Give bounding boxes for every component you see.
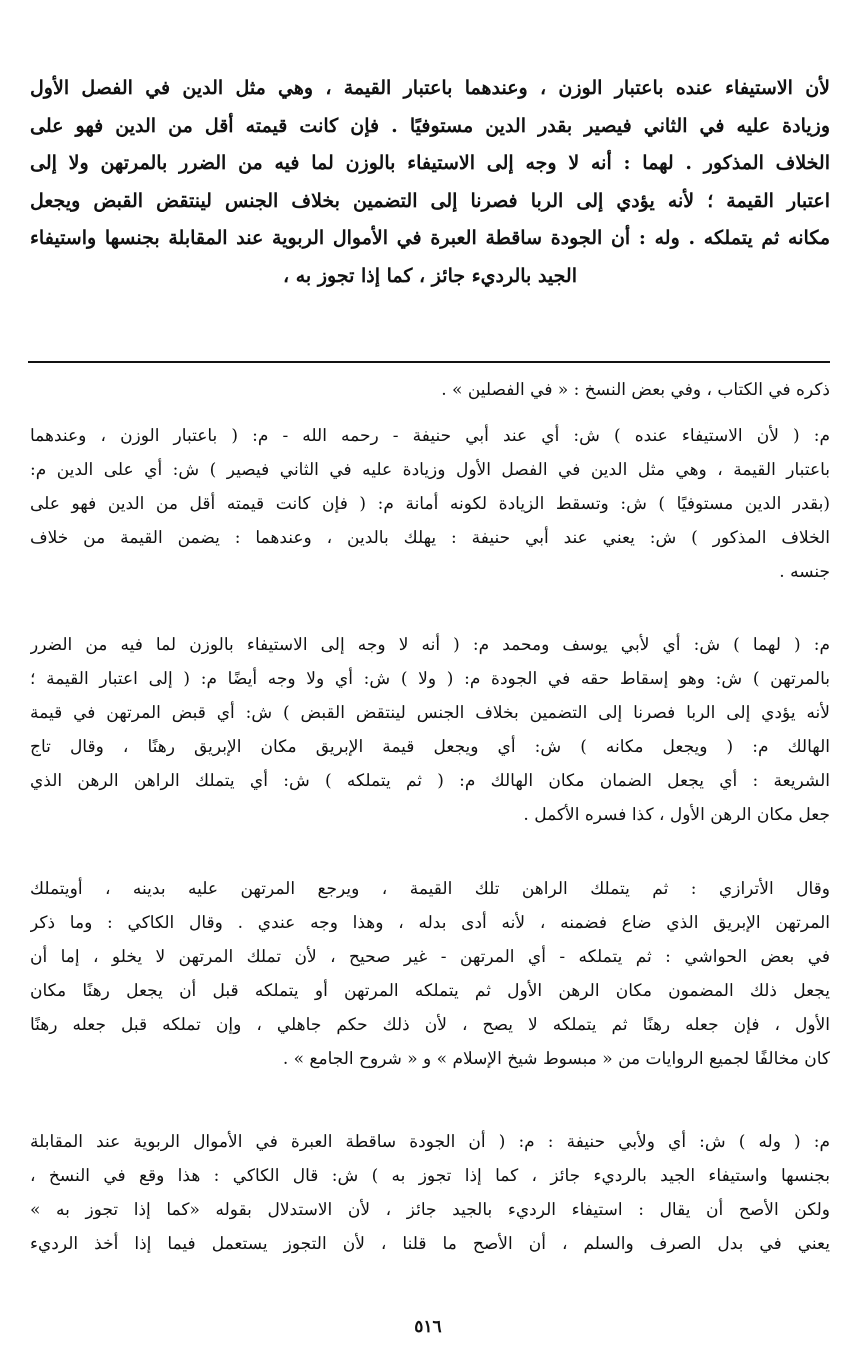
commentary-line: بجنسها واستيفاء الجيد بالرديء جائز ، كما إذا تجوز به ) ش: قال الكاكي : هذا وقع في النسخ ، <box>30 1166 830 1186</box>
commentary-line: كان مخالفًا لجميع الروايات من « مبسوط شيخ الإسلام » و « شروح الجامع » . <box>282 1049 830 1069</box>
commentary-line: جعل مكان الرهن الأول ، كذا فسره الأكمل . <box>523 805 830 825</box>
main-text-line: الجيد بالرديء جائز ، كما إذا تجوز به ، <box>283 264 577 287</box>
commentary-line: (بقدر الدين مستوفيًا ) ش: وتسقط الزيادة لكونه أمانة م: ( فإن كانت قيمته أقل من الدين فهو على <box>30 494 830 514</box>
commentary-line: المرتهن الإبريق الذي ضاع فضمنه ، لأنه أدى بدله ، وهذا وجه عندي . وقال الكاكي : وما ذكر <box>30 913 830 933</box>
main-text-line: لأن الاستيفاء عنده باعتبار الوزن ، وعندهما باعتبار القيمة ، وهي مثل الدين في الفصل الأول <box>30 77 830 99</box>
commentary-paragraph <box>30 1125 830 1261</box>
commentary-line: لأنه يؤدي إلى الربا فصرنا إلى التضمين بخلاف الجنس لينتقض القبض ) ش: أي قبض المرتهن في قيمة <box>30 703 830 723</box>
commentary-paragraph <box>30 628 830 832</box>
separator-rule <box>28 361 830 363</box>
commentary-line: الهالك م: ( ويجعل مكانه ) ش: أي ويجعل قيمة الإبريق مكان الإبريق رهنًا ، وقال تاج <box>30 737 830 757</box>
commentary-line: جنسه . <box>779 562 830 582</box>
main-text <box>30 70 830 295</box>
commentary-line: يجعل ذلك المضمون مكان الرهن الأول ثم يتملكه المرتهن أو يتملكه قبل أن يجعل رهنًا مكان <box>30 981 830 1001</box>
main-text-line: الخلاف المذكور . لهما : أنه لا وجه إلى الاستيفاء بالوزن لما فيه من الضرر بالمرتهن ولا إلى <box>30 152 830 174</box>
commentary-paragraph <box>30 419 830 589</box>
commentary-line: م: ( وله ) ش: أي ولأبي حنيفة : م: ( أن الجودة ساقطة العبرة في الأموال الربوية عند المقابلة <box>30 1132 830 1152</box>
commentary-line: ذكره في الكتاب ، وفي بعض النسخ : « في الفصلين » . <box>441 380 830 400</box>
main-text-line: مكانه ثم يتملكه . وله : أن الجودة ساقطة العبرة في الأموال الربوية عند المقابلة بجنسها واستيفاء <box>30 227 830 249</box>
commentary-line: وقال الأترازي : ثم يتملك الراهن تلك القيمة ، ويرجع المرتهن عليه بدينه ، أويتملك <box>30 879 830 899</box>
commentary-paragraph <box>30 373 830 407</box>
commentary-line: بالمرتهن ) ش: وهو إسقاط حقه في الجودة م: ( ولا ) ش: أي ولا وجه أيضًا م: ( إلى اعتبار القيمة ؛ <box>30 669 830 689</box>
main-text-line: وزيادة عليه في الثاني فيصير بقدر الدين مستوفيًا . فإن كانت قيمته أقل من الدين فهو على <box>30 114 830 137</box>
commentary-line: يعني في بدل الصرف والسلم ، أن الأصح ما قلنا ، لأن التجوز يستعمل فيما إذا أخذ الرديء <box>30 1234 830 1254</box>
commentary-line: م: ( لهما ) ش: أي لأبي يوسف ومحمد م: ( أنه لا وجه إلى الاستيفاء بالوزن لما فيه من الضرر <box>30 635 830 655</box>
commentary-line: الأول ، فإن جعله رهنًا ثم يتملكه لا يصح ، لأن ذلك حكم جاهلي ، وإن تملكه قبل جعله رهنًا <box>30 1015 830 1035</box>
commentary-line: الشريعة : أي يجعل الضمان مكان الهالك م: ( ثم يتملكه ) ش: أي يتملك الراهن الرهن الذي <box>30 771 830 791</box>
commentary-line: الخلاف المذكور ) ش: يعني عند أبي حنيفة : يهلك بالدين ، وعندهما : يضمن القيمة من خلاف <box>30 528 830 548</box>
page-number: ٥١٦ <box>414 1317 442 1337</box>
main-text-line: اعتبار القيمة ؛ لأنه يؤدي إلى الربا فصرنا إلى التضمين بخلاف الجنس لينتقض القبض ويجعل <box>30 189 830 212</box>
commentary-paragraph <box>30 872 830 1076</box>
commentary-line: ولكن الأصح أن يقال : استيفاء الرديء بالجيد جائز ، لأن الاستدلال بقوله «كما إذا تجوز به » <box>30 1200 830 1220</box>
commentary-line: م: ( لأن الاستيفاء عنده ) ش: أي عند أبي حنيفة - رحمه الله - م: ( باعتبار الوزن ، وعندهما <box>30 426 830 446</box>
commentary-line: باعتبار القيمة ، وهي مثل الدين في الفصل الأول وزيادة عليه في الثاني فيصير ) ش: أي على الدين م: <box>30 460 830 480</box>
commentary-line: في بعض الحواشي : ثم يتملكه - أي المرتهن - غير صحيح ، لأن تملك المرتهن لا يخلو ، إما أن <box>30 947 830 967</box>
